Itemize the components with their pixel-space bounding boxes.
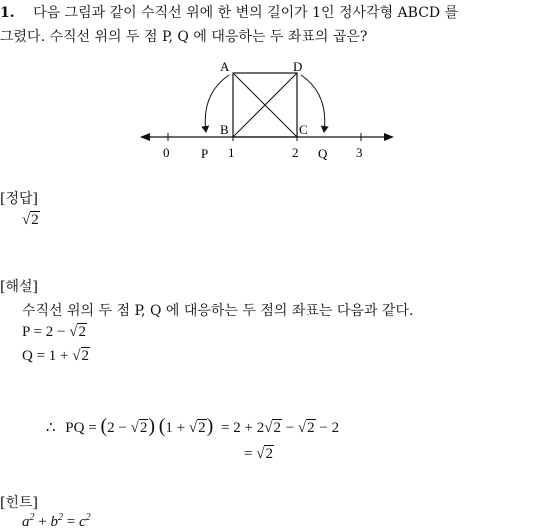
explanation-text: 수직선 위의 두 점 P, Q 에 대응하는 두 점의 좌표는 다음과 같다.	[22, 303, 414, 319]
vertex-label-a: A	[220, 59, 230, 74]
hint-heading: [힌트]	[0, 495, 38, 511]
tick-label-0: 0	[163, 145, 170, 160]
point-label-p: P	[201, 146, 209, 161]
number-line-figure	[0, 58, 533, 228]
number-line-right-arrow	[384, 133, 394, 141]
p-coordinate: P = 2 − √2	[22, 324, 86, 340]
therefore-symbol: ∴	[46, 420, 56, 436]
tick-label-2: 2	[292, 145, 299, 160]
sqrt: √2	[72, 348, 89, 364]
hint-formula: $a^2 + b^2 = c^2$	[22, 512, 91, 530]
question-text-1: 다음 그림과 같이 수직선 위에 한 변의 길이가 1인 정사각형 ABCD 를	[33, 5, 459, 21]
sqrt: √2	[130, 420, 148, 436]
sqrt: √2	[188, 420, 206, 436]
explanation-heading: [해설]	[0, 279, 38, 295]
point-label-q: Q	[318, 146, 328, 161]
tick-label-3: 3	[356, 145, 363, 160]
q-coordinate: Q = 1 + √2	[22, 348, 89, 364]
question-line-2: 그렸다. 수직선 위의 두 점 P, Q 에 대응하는 두 좌표의 곱은?	[0, 29, 368, 45]
vertex-label-d: D	[293, 59, 303, 74]
sqrt: √2	[264, 420, 281, 436]
vertex-label-b: B	[220, 122, 229, 137]
answer-value	[22, 212, 40, 229]
sqrt: √2	[297, 420, 315, 436]
sqrt: √2	[256, 446, 273, 462]
sqrt: √2	[22, 212, 39, 228]
vertex-label-c: C	[299, 122, 308, 137]
sqrt: √2	[69, 324, 86, 340]
number-line-left-arrow	[140, 133, 150, 141]
product-line-2: = √2	[244, 446, 273, 462]
question-number: 1.	[0, 5, 15, 21]
answer-heading: [정답]	[0, 191, 38, 207]
product-line-1: ∴ PQ = (2 − √2) (1 + √2) = 2 + 2√2 − √2 − 2	[46, 415, 340, 437]
question-line-1	[0, 2, 458, 22]
tick-label-1: 1	[228, 145, 235, 160]
